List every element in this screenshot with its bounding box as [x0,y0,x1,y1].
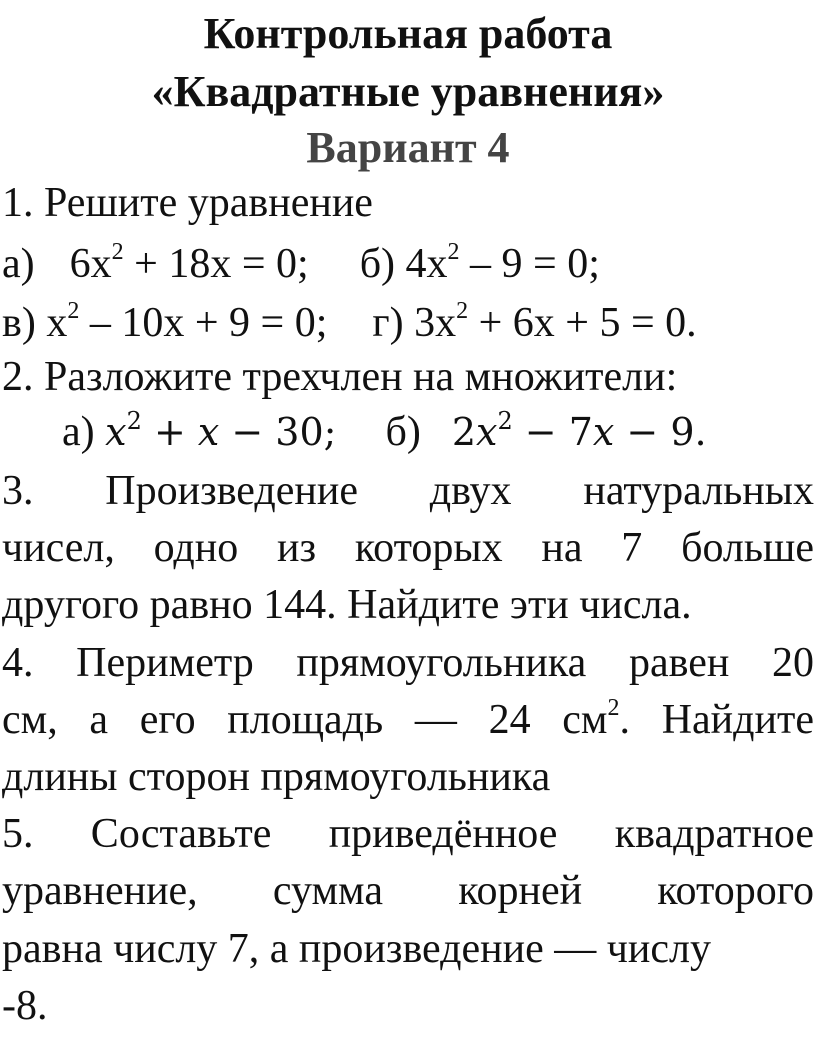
task2-b-label: б) [385,409,421,455]
task1-row-2 [2,298,697,346]
task5-line-2: уравнение, сумма корней которого [2,868,814,914]
task5-line-1: 5. Составьте приведённое квадратное [2,811,814,857]
task2-row [62,407,707,455]
title-line-2: «Квадратные уравнения» [151,67,665,116]
task3-line-2: чисел, одно из которых на 7 больше [2,525,814,571]
task5-line-4: -8. [2,983,48,1029]
variant-heading: Вариант 4 [306,123,510,172]
task1-a-label: а) [2,241,35,287]
task1-d-equation: г) $3x^2 + 6x + 5 = 0$. [372,298,697,346]
task2-a-expression: $x^2 + x - 30$; [105,407,337,454]
title-line-1: Контрольная работа [203,9,613,58]
task1-a-equation: $6x^2 + 18x = 0$; [69,239,309,287]
task2-b-expression: $2x^2 - 7x - 9$. [451,407,707,454]
task3-line-1: 3. Произведение двух натуральных [2,468,814,514]
task2-prompt: 2. Разложите трехчлен на множители: [2,354,678,400]
task1-b-equation: б) $4x^2 - 9 = 0$; [359,239,600,287]
task1-row-1 [2,239,600,287]
task2-a-label: а) [62,409,95,455]
task4-line-1: 4. Периметр прямоугольника равен 20 [2,640,814,686]
task4-line-2: см, а его площадь — 24 $см^2$. Найдите [2,695,814,743]
task5-line-3: равна числу 7, а произведение — числу [2,926,711,972]
task3-line-3: другого равно 144. Найдите эти числа. [2,582,692,628]
task4-line-3: длины сторон прямоугольника [2,754,551,800]
task1-prompt: 1. Решите уравнение [2,180,373,226]
task1-c-equation: в) $x^2 - 10x + 9 = 0$; [2,298,328,346]
